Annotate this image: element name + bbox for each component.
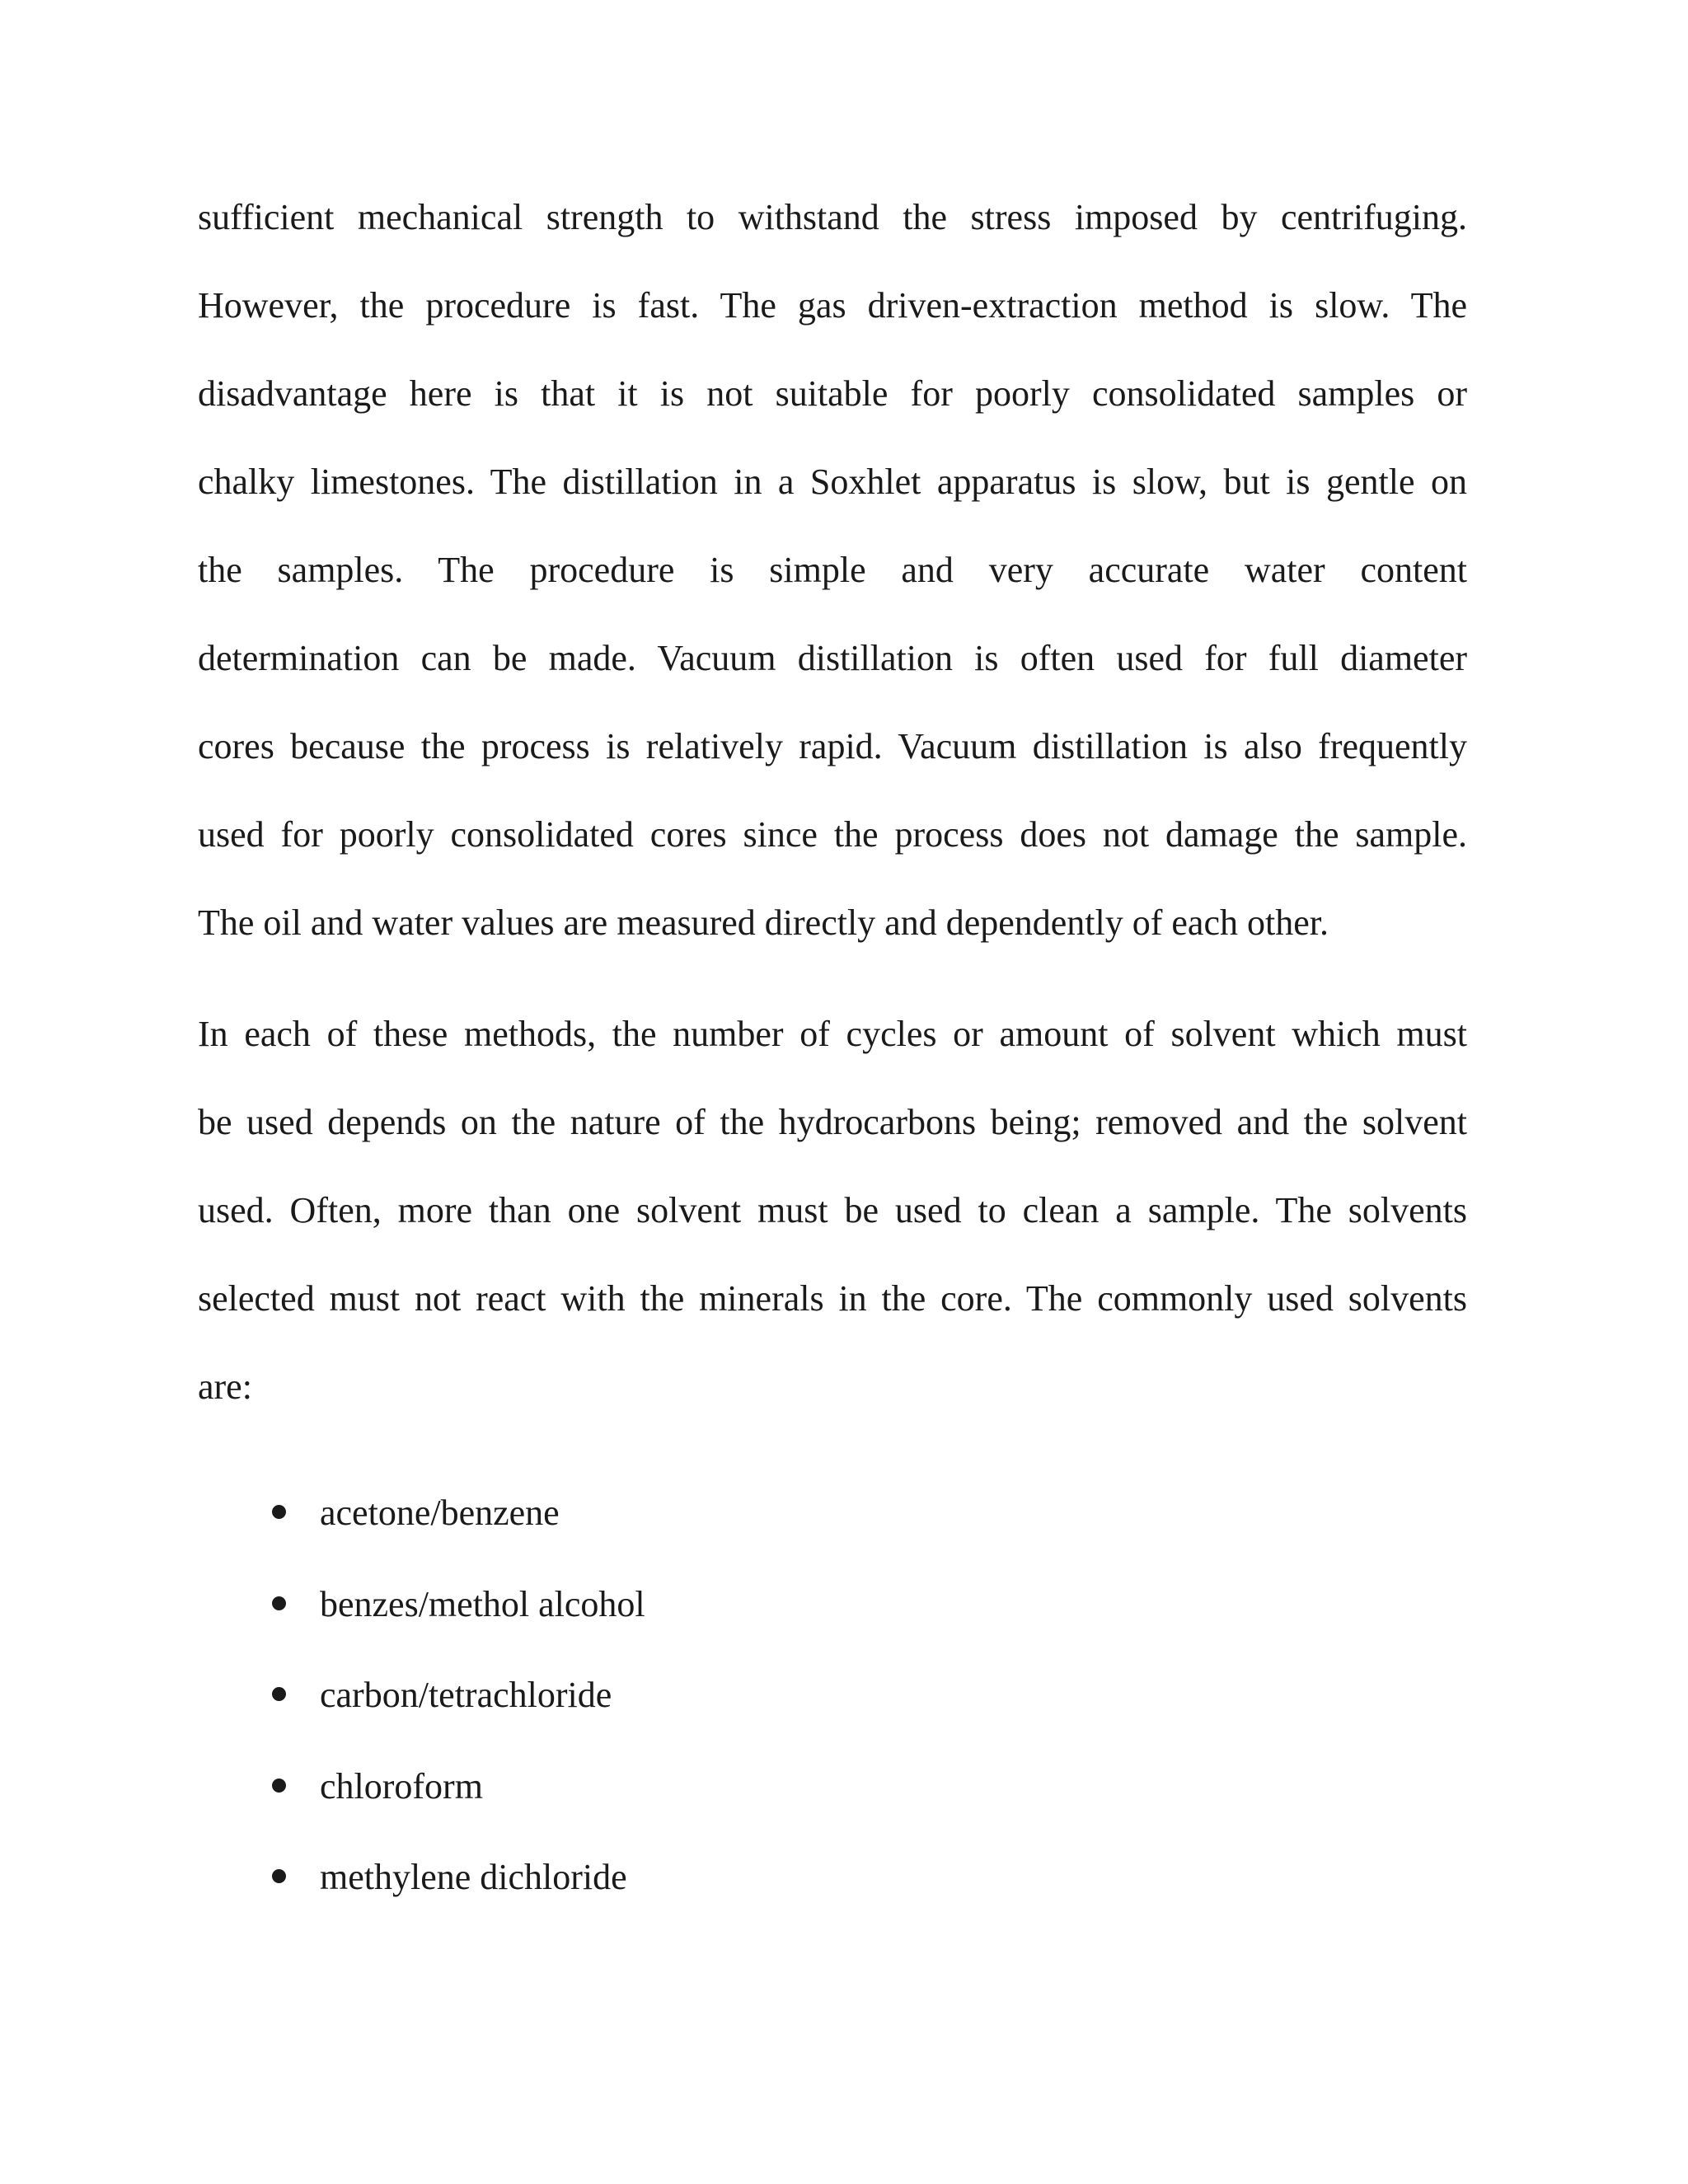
solvent-name: benzes/methol alcohol xyxy=(320,1583,645,1624)
paragraph-solvents-intro xyxy=(198,1016,1467,1457)
paragraph-line: used for poorly consolidated cores since the process does not damage the sample. xyxy=(198,814,1467,855)
paragraph-line: selected must not react with the minerals in the core. The commonly used solvents xyxy=(198,1278,1467,1319)
paragraph-line: The oil and water values are measured directly and dependently of each other. xyxy=(198,902,1329,943)
list-item xyxy=(0,1859,1688,1951)
list-item xyxy=(0,1583,1688,1678)
solvent-name: acetone/benzene xyxy=(320,1493,560,1533)
paragraph-line: are: xyxy=(198,1366,252,1407)
paragraph-line: determination can be made. Vacuum distillation is often used for full diameter xyxy=(198,638,1467,678)
bullet-dot-icon xyxy=(272,1779,286,1793)
solvent-name: methylene dichloride xyxy=(320,1857,627,1897)
list-item xyxy=(0,1495,1688,1586)
solvent-list xyxy=(0,1495,1688,1951)
bullet-dot-icon xyxy=(272,1687,286,1701)
paragraph-line: used. Often, more than one solvent must be used to clean a sample. The solvents xyxy=(198,1190,1467,1230)
bullet-dot-icon xyxy=(272,1596,286,1610)
paragraph-extraction-methods xyxy=(198,199,1467,993)
paragraph-line: However, the procedure is fast. The gas driven-extraction method is slow. The xyxy=(198,285,1467,326)
paragraph-line: be used depends on the nature of the hydrocarbons being; removed and the solvent xyxy=(198,1102,1467,1142)
paragraph-line: cores because the process is relatively rapid. Vacuum distillation is also frequently xyxy=(198,726,1467,766)
paragraph-line: sufficient mechanical strength to withstand the stress imposed by centrifuging. xyxy=(198,197,1467,237)
solvent-name: carbon/tetrachloride xyxy=(320,1675,612,1715)
paragraph-line: disadvantage here is that it is not suitable for poorly consolidated samples or xyxy=(198,373,1467,414)
paragraph-line: the samples. The procedure is simple and very accurate water content xyxy=(198,550,1467,590)
bullet-dot-icon xyxy=(272,1505,286,1519)
list-item xyxy=(0,1765,1688,1860)
bullet-dot-icon xyxy=(272,1869,286,1883)
paragraph-line: chalky limestones. The distillation in a Soxhlet apparatus is slow, but is gentle on xyxy=(198,462,1467,502)
solvent-name: chloroform xyxy=(320,1765,483,1807)
paragraph-line: In each of these methods, the number of cycles or amount of solvent which must xyxy=(198,1014,1467,1054)
list-item xyxy=(0,1677,1688,1769)
